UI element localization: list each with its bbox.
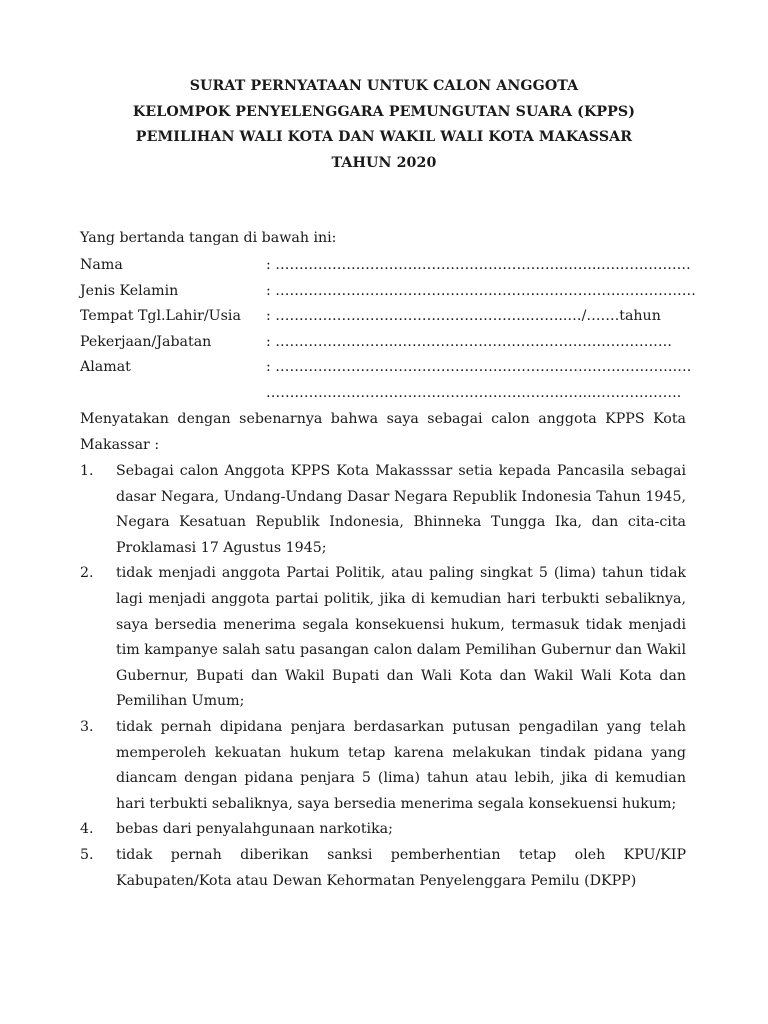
field-label: Pekerjaan/Jabatan: [80, 333, 212, 350]
field-label: Jenis Kelamin: [80, 282, 179, 299]
title-line-1: SURAT PERNYATAAN UNTUK CALON ANGGOTA: [189, 78, 579, 94]
item-text: tidak pernah dipidana penjara berdasarkan putusan pengadilan yang telah memperoleh kekuatan hukum tetap karena melakukan tindak pidana yang diancam dengan pidana penjara 5 (lima) tahun atau lebih, jika di kemudian hari terbukti sebaliknya, saya bersedia menerima segala konsekuensi hukum;: [116, 718, 686, 812]
field-pekerjaan: [80, 332, 690, 358]
field-label: Alamat: [80, 359, 131, 376]
statement-list: [80, 459, 686, 894]
item-text: tidak pernah diberikan sanksi pemberhentian tetap oleh KPU/KIP Kabupaten/Kota atau Dewan Kehormatan Penyelenggara Pemilu (DKPP): [116, 846, 686, 889]
field-label: Tempat Tgl.Lahir/Usia: [80, 308, 241, 325]
field-nama: [80, 255, 690, 281]
declaration-text: Menyatakan dengan sebenarnya bahwa saya sebagai calon anggota KPPS Kota Makassar :: [80, 411, 686, 453]
field-jenis-kelamin: [80, 281, 696, 307]
item-text: Sebagai calon Anggota KPPS Kota Makasssar setia kepada Pancasila sebagai dasar Negara, Undang-Undang Dasar Negara Republik Indonesia Tahun 1945, Negara Kesatuan Republik Indonesia, Bhinneka Tungga Ika, dan cita-cita Proklamasi 17 Agustus 1945;: [116, 463, 686, 556]
list-item: [80, 561, 686, 715]
document-title: [0, 74, 768, 176]
field-fill-line: : …………………………………………………….……..……………….: [266, 257, 691, 273]
field-alamat-continued: [80, 383, 690, 409]
field-label: Nama: [80, 257, 123, 273]
field-alamat: [80, 357, 690, 383]
field-fill-line: ………….………………………………………………..……………….: [266, 384, 682, 401]
list-item: [80, 459, 686, 561]
field-fill-line: : ……………………………………….…………………………………….: [266, 282, 696, 299]
title-line-2: KELOMPOK PENYELENGGARA PEMUNGUTAN SUARA (KPPS): [132, 103, 636, 120]
item-number: 5.: [80, 846, 94, 863]
list-item: [80, 817, 686, 843]
list-item: [80, 843, 686, 894]
item-number: 4.: [80, 821, 94, 838]
item-text: bebas dari penyalahgunaan narkotika;: [116, 821, 393, 838]
item-number: 2.: [80, 565, 94, 582]
field-fill-line: : …………………………………………………………………………….: [266, 359, 692, 376]
title-line-4: TAHUN 2020: [331, 154, 437, 171]
item-number: 3.: [80, 718, 94, 735]
identity-fields: [80, 255, 696, 409]
intro-text: Yang bertanda tangan di bawah ini:: [80, 230, 337, 246]
field-fill-line: : …………………………….………………..……..…/…….tahun: [266, 308, 661, 325]
list-item: [80, 715, 686, 817]
field-tempat-tgl-lahir: [80, 306, 690, 332]
title-line-3: PEMILIHAN WALI KOTA DAN WAKIL WALI KOTA MAKASSAR: [135, 129, 633, 145]
field-fill-line: : ……………………..………………………………………………….: [266, 333, 672, 350]
item-number: 1.: [80, 463, 94, 479]
item-text: tidak menjadi anggota Partai Politik, atau paling singkat 5 (lima) tahun tidak lagi menjadi anggota partai politik, jika di kemudian hari terbukti sebaliknya, saya bersedia menerima segala konsekuensi hukum, termasuk tidak menjadi tim kampanye salah satu pasangan calon dalam Pemilihan Gubernur dan Wakil Gubernur, Bupati dan Wakil Bupati dan Wali Kota dan Wakil Wali Kota dan Pemilihan Umum;: [116, 565, 686, 710]
